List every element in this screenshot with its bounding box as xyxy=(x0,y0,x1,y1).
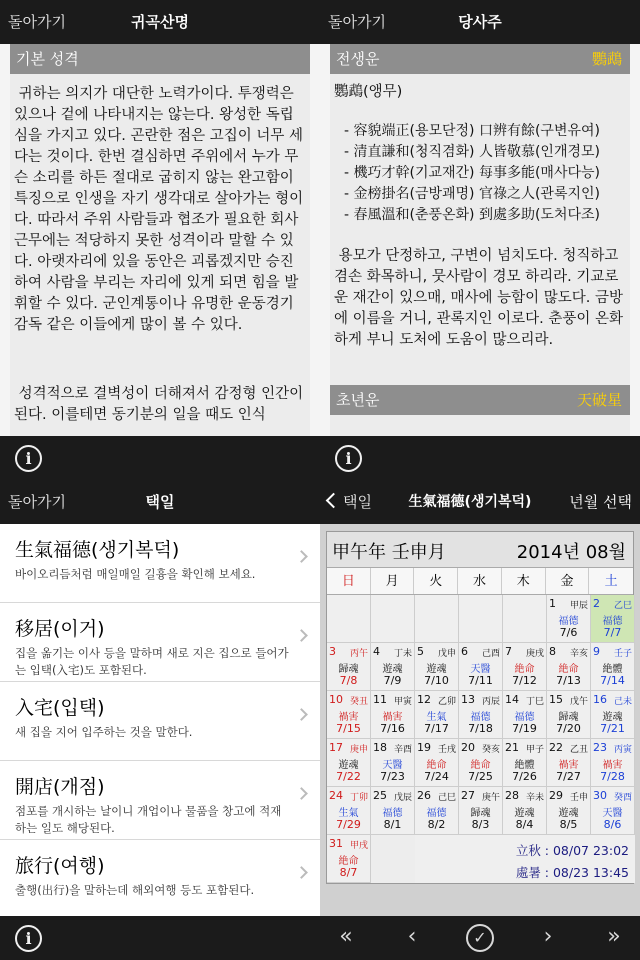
back-label: 택일 xyxy=(343,493,372,511)
day-ganji: 己未 xyxy=(613,697,632,707)
calendar-day-cell[interactable] xyxy=(547,643,591,691)
lunar-date: 7/24 xyxy=(424,770,449,783)
day-number: 5 xyxy=(417,645,424,658)
calendar-day-cell[interactable] xyxy=(371,691,415,739)
section-header-early-life xyxy=(330,385,630,415)
day-ganji: 甲戌 xyxy=(349,841,368,851)
calendar-day-cell[interactable] xyxy=(371,787,415,835)
day-number: 8 xyxy=(549,645,556,658)
day-number: 31 xyxy=(329,837,343,850)
day-ganji: 甲子 xyxy=(525,745,544,755)
day-number: 17 xyxy=(329,741,343,754)
bottom-toolbar xyxy=(0,916,320,960)
lunar-date: 8/1 xyxy=(383,818,402,831)
page-title: 택일 xyxy=(145,493,175,511)
solar-terms xyxy=(415,835,635,883)
year-month-label: 2014년 08월 xyxy=(516,542,626,563)
lunar-date: 7/13 xyxy=(556,674,581,687)
verse-item-1: - 清直謙和(청직겸화) 人皆敬慕(인개경모) xyxy=(344,144,600,160)
verse-item-3: - 金榜掛名(금방괘명) 官祿之人(관록지인) xyxy=(344,186,600,202)
solar-term-1: 立秋 : 08/07 23:02 xyxy=(515,843,629,858)
verse-item-0: - 容貌端正(용모단정) 口辨有餘(구변유여) xyxy=(344,123,600,139)
day-fortune: 絶命 xyxy=(470,760,491,771)
content-area[interactable] xyxy=(320,44,640,436)
content-area[interactable] xyxy=(0,44,320,436)
calendar-empty-cell xyxy=(415,595,459,643)
calendar-day-cell[interactable] xyxy=(591,691,635,739)
calendar xyxy=(326,531,634,884)
day-ganji: 癸亥 xyxy=(481,745,500,755)
day-fortune: 生氣 xyxy=(338,808,359,819)
day-number: 9 xyxy=(593,645,600,658)
section-header-past-life xyxy=(330,44,630,74)
calendar-day-cell[interactable] xyxy=(415,691,459,739)
lunar-date: 8/2 xyxy=(427,818,446,831)
chevron-right-icon[interactable]: › xyxy=(543,924,553,949)
lunar-date: 8/3 xyxy=(471,818,490,831)
day-number: 28 xyxy=(505,789,519,802)
calendar-day-cell[interactable] xyxy=(503,739,547,787)
calendar-day-cell[interactable] xyxy=(371,643,415,691)
day-fortune: 福德 xyxy=(558,616,579,627)
nav-bar xyxy=(320,0,640,44)
check-circle-icon[interactable]: ✓ xyxy=(466,924,494,952)
day-fortune: 絶體 xyxy=(602,664,623,675)
day-number: 19 xyxy=(417,741,431,754)
day-fortune: 絶體 xyxy=(514,760,535,771)
day-fortune: 絶命 xyxy=(558,664,579,675)
day-ganji: 癸丑 xyxy=(349,697,368,707)
day-ganji: 辛酉 xyxy=(393,745,412,755)
day-number: 21 xyxy=(505,741,519,754)
star-name: 鸚鵡(앵무) xyxy=(334,84,403,100)
summary-text: 용모가 단정하고, 구변이 넘치도다. 청직하고 겸손 화목하니, 뭇사람이 경모 하리라. 기교로운 재간이 있으매, 매사에 능함이 많도다. 금방에 이름을 거니, 관록지인 이로다. 춘풍이 온화하게 부니 도처에 도움이 많으리라. xyxy=(334,248,623,348)
day-fortune: 絶命 xyxy=(338,856,359,867)
calendar-empty-cell xyxy=(459,595,503,643)
page-title: 당사주 xyxy=(458,13,502,31)
list-item-yeohaeng[interactable] xyxy=(0,840,320,916)
verse-item-2: - 機巧才幹(기교재간) 每事多能(매사다능) xyxy=(344,165,600,181)
day-ganji: 己酉 xyxy=(481,649,500,659)
calendar-empty-cell xyxy=(327,595,371,643)
list-item-iptaek[interactable] xyxy=(0,682,320,761)
calendar-toolbar xyxy=(320,916,640,960)
calendar-header xyxy=(327,532,633,568)
day-ganji: 丁未 xyxy=(393,649,412,659)
nav-bar xyxy=(0,480,320,524)
chevron-left-icon[interactable]: ‹ xyxy=(407,924,417,949)
day-number: 14 xyxy=(505,693,519,706)
day-ganji: 庚申 xyxy=(349,745,368,755)
calendar-day-cell[interactable] xyxy=(459,691,503,739)
lunar-date: 7/16 xyxy=(380,722,405,735)
lunar-date: 7/10 xyxy=(424,674,449,687)
select-month-button[interactable]: 년월 선택 xyxy=(569,493,632,511)
day-fortune: 遊魂 xyxy=(338,760,359,771)
lunar-date: 7/6 xyxy=(559,626,578,639)
category-list[interactable] xyxy=(0,524,320,916)
day-fortune: 歸魂 xyxy=(470,808,491,819)
weekday-row xyxy=(327,568,633,595)
day-ganji: 辛亥 xyxy=(569,649,588,659)
day-fortune: 天醫 xyxy=(602,808,623,819)
day-number: 13 xyxy=(461,693,475,706)
day-number: 4 xyxy=(373,645,380,658)
taekil-screen xyxy=(0,480,320,960)
chevron-right-icon xyxy=(295,629,308,642)
day-number: 11 xyxy=(373,693,387,706)
lunar-date: 7/18 xyxy=(468,722,493,735)
calendar-empty-cell xyxy=(503,595,547,643)
day-ganji: 丁巳 xyxy=(525,697,544,707)
calendar-day-cell[interactable] xyxy=(459,739,503,787)
calendar-day-cell[interactable] xyxy=(503,643,547,691)
day-ganji: 庚戌 xyxy=(525,649,544,659)
calendar-day-cell[interactable] xyxy=(327,787,371,835)
day-fortune: 禍害 xyxy=(558,760,579,771)
day-ganji: 丙寅 xyxy=(613,745,632,755)
list-item-desc: 점포를 개시하는 날이니 개업이나 물품을 창고에 적재하는 일도 해당된다. xyxy=(15,804,282,835)
bottom-toolbar xyxy=(320,436,640,480)
page-title: 生氣福德(생기복덕) xyxy=(408,494,532,510)
body-paragraph-1: 귀하는 의지가 대단한 노력가이다. 투쟁력은 있으나 겉에 나타내지는 않는다. 왕성한 독립심을 가지고 있다. 곤란한 점은 고집이 너무 세다는 것이다. 한번 결심하면 주위에서 누가 무슨 소리를 하든 절대로 굽히지 않는 완고함이 특징으로 인생을 자기 생각대로 살아가는 형이다. 따라서 주위 사람들과 협조가 필요한 회사 근무에는 적당하지 못한 성격이라 말할 수 있다. 아랫자리에 있을 동안은 괴롭겠지만 승진하여 사람을 부리는 자리에 있게 되면 힘을 발휘할 수 있다. 군인계통이나 유명한 운동경기 감독 같은 이들에게 많이 볼 수 있다. xyxy=(14,86,304,333)
info-icon[interactable]: i xyxy=(15,445,42,472)
calendar-day-cell[interactable] xyxy=(591,787,635,835)
day-number: 16 xyxy=(593,693,607,706)
day-fortune: 福德 xyxy=(470,712,491,723)
day-ganji: 戊辰 xyxy=(393,793,412,803)
day-ganji: 壬戌 xyxy=(437,745,456,755)
day-fortune: 禍害 xyxy=(602,760,623,771)
day-fortune: 禍害 xyxy=(338,712,359,723)
day-number: 15 xyxy=(549,693,563,706)
day-number: 27 xyxy=(461,789,475,802)
body-paragraph-2: 성격적으로 결벽성이 더해져서 감정형 인간이 된다. 이를테면 동기분의 일을 때도 인식 xyxy=(14,386,308,423)
day-ganji: 丙辰 xyxy=(481,697,500,707)
calendar-day-cell[interactable] xyxy=(415,643,459,691)
calendar-screen xyxy=(320,480,640,960)
day-number: 12 xyxy=(417,693,431,706)
section-hanja: 天破星 xyxy=(576,391,622,409)
day-number: 2 xyxy=(593,597,600,610)
day-number: 3 xyxy=(329,645,336,658)
lunar-date: 7/23 xyxy=(380,770,405,783)
calendar-day-cell[interactable] xyxy=(591,643,635,691)
lunar-date: 7/7 xyxy=(603,626,622,639)
info-icon[interactable]: i xyxy=(335,445,362,472)
list-item-desc: 바이오리듬처럼 매일매일 길흉을 확인해 보세요. xyxy=(15,567,256,581)
day-fortune: 遊魂 xyxy=(426,664,447,675)
day-ganji: 庚午 xyxy=(481,793,500,803)
calendar-day-cell[interactable] xyxy=(327,691,371,739)
nav-bar xyxy=(0,0,320,44)
day-fortune: 天醫 xyxy=(470,664,491,675)
list-item-gaejeom[interactable] xyxy=(0,761,320,840)
dangsaju-screen xyxy=(320,0,640,480)
calendar-day-cell[interactable] xyxy=(459,643,503,691)
day-fortune: 福德 xyxy=(426,808,447,819)
chevron-right-icon xyxy=(295,550,308,563)
day-fortune: 歸魂 xyxy=(558,712,579,723)
day-ganji: 甲寅 xyxy=(393,697,412,707)
lunar-date: 7/21 xyxy=(600,722,625,735)
day-ganji: 丙午 xyxy=(349,649,368,659)
calendar-grid xyxy=(327,595,635,883)
calendar-day-cell[interactable] xyxy=(327,835,371,883)
day-number: 6 xyxy=(461,645,468,658)
chevron-right-icon xyxy=(295,787,308,800)
day-fortune: 遊魂 xyxy=(558,808,579,819)
day-number: 25 xyxy=(373,789,387,802)
day-number: 22 xyxy=(549,741,563,754)
section-header: 기본 성격 xyxy=(10,44,310,74)
back-button[interactable]: 돌아가기 xyxy=(8,13,66,31)
chevron-left-icon xyxy=(326,493,342,509)
list-item-title: 移居(이거) xyxy=(15,618,105,640)
lunar-date: 7/19 xyxy=(512,722,537,735)
day-fortune: 福德 xyxy=(514,712,535,723)
lunar-date: 8/5 xyxy=(559,818,578,831)
day-fortune: 福德 xyxy=(382,808,403,819)
day-number: 7 xyxy=(505,645,512,658)
section-hanja: 鸚鵡 xyxy=(591,50,622,68)
day-ganji: 乙卯 xyxy=(437,697,456,707)
lunar-date: 7/11 xyxy=(468,674,493,687)
day-ganji: 壬子 xyxy=(613,649,632,659)
day-fortune: 生氣 xyxy=(426,712,447,723)
calendar-day-cell[interactable] xyxy=(459,787,503,835)
day-number: 23 xyxy=(593,741,607,754)
lunar-date: 7/20 xyxy=(556,722,581,735)
back-button[interactable] xyxy=(328,491,372,512)
day-number: 24 xyxy=(329,789,343,802)
list-item-igeo[interactable] xyxy=(0,603,320,682)
calendar-day-cell[interactable] xyxy=(327,643,371,691)
calendar-day-cell[interactable] xyxy=(327,739,371,787)
weekday-mon: 月 xyxy=(371,568,415,594)
day-ganji: 辛未 xyxy=(525,793,544,803)
day-fortune: 歸魂 xyxy=(338,664,359,675)
calendar-day-cell[interactable] xyxy=(547,787,591,835)
chevron-right-icon xyxy=(295,708,308,721)
back-button[interactable]: 돌아가기 xyxy=(8,493,66,511)
lunar-date: 7/9 xyxy=(383,674,402,687)
weekday-wed: 水 xyxy=(458,568,502,594)
solar-term-2: 處暑 : 08/23 13:45 xyxy=(515,865,629,880)
day-number: 1 xyxy=(549,597,556,610)
day-fortune: 遊魂 xyxy=(602,712,623,723)
day-ganji: 壬申 xyxy=(569,793,588,803)
list-item-title: 生氣福德(생기복덕) xyxy=(15,539,180,561)
basic-personality-screen xyxy=(0,0,320,480)
day-fortune: 遊魂 xyxy=(514,808,535,819)
double-chevron-left-icon[interactable]: « xyxy=(339,924,353,949)
lunar-date: 7/12 xyxy=(512,674,537,687)
lunar-date: 7/17 xyxy=(424,722,449,735)
lunar-date: 7/29 xyxy=(336,818,361,831)
day-fortune: 絶命 xyxy=(514,664,535,675)
bottom-toolbar xyxy=(0,436,320,480)
day-fortune: 絶命 xyxy=(426,760,447,771)
double-chevron-right-icon[interactable]: » xyxy=(607,924,621,949)
calendar-day-cell[interactable] xyxy=(415,739,459,787)
calendar-day-cell[interactable] xyxy=(591,595,635,643)
day-number: 20 xyxy=(461,741,475,754)
lunar-date: 7/27 xyxy=(556,770,581,783)
info-icon[interactable]: i xyxy=(15,925,42,952)
list-item-desc: 출행(出行)을 말하는데 해외여행 등도 포함된다. xyxy=(15,883,255,897)
calendar-day-cell[interactable] xyxy=(503,787,547,835)
weekday-sun: 日 xyxy=(327,568,371,594)
lunar-date: 7/14 xyxy=(600,674,625,687)
list-item-title: 入宅(입택) xyxy=(15,697,105,719)
day-ganji: 甲辰 xyxy=(569,601,588,611)
calendar-empty-cell xyxy=(371,595,415,643)
day-number: 30 xyxy=(593,789,607,802)
list-item-saenggi[interactable] xyxy=(0,524,320,603)
calendar-day-cell[interactable] xyxy=(371,739,415,787)
list-item-desc: 새 집을 지어 입주하는 것을 말한다. xyxy=(15,725,193,739)
list-item-desc: 집을 옮기는 이사 등을 말하며 새로 지은 집으로 들어가는 입택(入宅)도 포함된다. xyxy=(15,646,289,677)
day-ganji: 乙丑 xyxy=(569,745,588,755)
day-fortune: 福德 xyxy=(602,616,623,627)
lunar-date: 7/28 xyxy=(600,770,625,783)
lunar-date: 7/22 xyxy=(336,770,361,783)
calendar-day-cell[interactable] xyxy=(547,691,591,739)
day-ganji: 癸酉 xyxy=(613,793,632,803)
day-ganji: 戊午 xyxy=(569,697,588,707)
day-ganji: 戊申 xyxy=(437,649,456,659)
page-title: 귀곡산명 xyxy=(131,13,189,31)
calendar-day-cell[interactable] xyxy=(591,739,635,787)
weekday-fri: 金 xyxy=(546,568,590,594)
lunar-date: 8/4 xyxy=(515,818,534,831)
lunar-date: 7/26 xyxy=(512,770,537,783)
calendar-day-cell[interactable] xyxy=(547,595,591,643)
day-number: 10 xyxy=(329,693,343,706)
day-fortune: 天醫 xyxy=(382,760,403,771)
back-button[interactable]: 돌아가기 xyxy=(328,13,386,31)
day-ganji: 乙巳 xyxy=(613,601,632,611)
nav-bar xyxy=(320,480,640,524)
lunar-date: 8/7 xyxy=(339,866,358,879)
ganji-label: 甲午年 壬申月 xyxy=(332,542,446,563)
lunar-date: 8/6 xyxy=(603,818,622,831)
day-ganji: 己巳 xyxy=(437,793,456,803)
list-item-title: 開店(개점) xyxy=(15,776,105,798)
day-number: 26 xyxy=(417,789,431,802)
day-ganji: 丁卯 xyxy=(349,793,368,803)
day-number: 29 xyxy=(549,789,563,802)
calendar-day-cell[interactable] xyxy=(503,691,547,739)
day-number: 18 xyxy=(373,741,387,754)
section-label: 전생운 xyxy=(336,50,380,68)
day-fortune: 遊魂 xyxy=(382,664,403,675)
list-item-title: 旅行(여행) xyxy=(15,855,105,877)
lunar-date: 7/15 xyxy=(336,722,361,735)
section-label: 초년운 xyxy=(336,391,380,409)
weekday-sat: 土 xyxy=(604,574,618,589)
lunar-date: 7/8 xyxy=(339,674,358,687)
calendar-day-cell[interactable] xyxy=(415,787,459,835)
weekday-thu: 木 xyxy=(502,568,546,594)
weekday-tue: 火 xyxy=(414,568,458,594)
chevron-right-icon xyxy=(295,866,308,879)
calendar-day-cell[interactable] xyxy=(547,739,591,787)
lunar-date: 7/25 xyxy=(468,770,493,783)
day-fortune: 禍害 xyxy=(382,712,403,723)
verse-item-4: - 春風溫和(춘풍온화) 到處多助(도처다조) xyxy=(344,207,600,223)
